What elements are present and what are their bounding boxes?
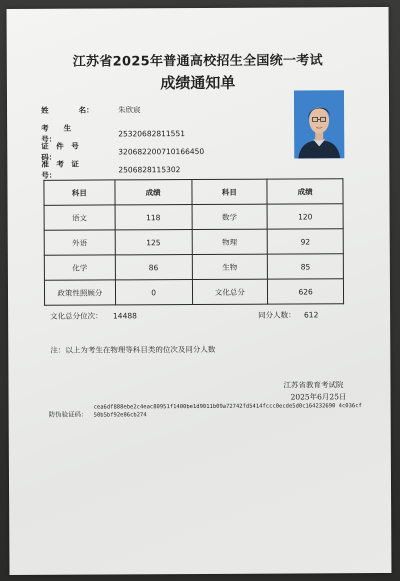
name-value: 朱欣宸 — [118, 105, 141, 115]
rank-value: 14488 — [112, 311, 137, 321]
portrait-image — [294, 90, 344, 158]
header-subject-1: 科目 — [44, 180, 115, 205]
verify-label: 防伪验证码： — [48, 410, 88, 419]
note-text: 注：以上为考生在物理等科目类的位次及同分人数 — [50, 344, 216, 355]
score-cell: 118 — [115, 205, 192, 230]
header-score-1: 成绩 — [115, 180, 192, 205]
score-cell: 85 — [268, 254, 344, 279]
same-score-line — [258, 309, 318, 320]
name-label: 姓 名： — [41, 105, 94, 115]
table-row — [44, 229, 343, 256]
subject-cell: 文化总分 — [192, 279, 268, 304]
issuer-org: 江苏省教育考试院 — [283, 380, 344, 390]
score-cell: 125 — [115, 230, 192, 255]
subject-cell: 语文 — [44, 205, 115, 230]
same-score-label: 同分人数： — [258, 310, 296, 320]
subject-cell: 物理 — [192, 229, 268, 254]
score-table — [43, 178, 344, 306]
rank-line — [50, 310, 137, 321]
score-notice-paper — [7, 7, 392, 575]
score-cell: 92 — [267, 229, 343, 254]
name-row — [41, 104, 141, 116]
id-value: 320682200710166450 — [118, 146, 205, 156]
table-row — [44, 279, 343, 306]
exam-no-value: 25320682811551 — [118, 128, 186, 138]
admit-value: 2506828115302 — [118, 164, 181, 174]
student-portrait — [294, 90, 344, 158]
score-cell: 120 — [267, 204, 343, 229]
table-row — [44, 204, 343, 231]
document-subtitle: 成绩通知单 — [160, 73, 236, 93]
subject-cell: 外语 — [44, 230, 115, 255]
verify-code: cea6df888ebe2c4eac80951f1400be1d9011b09a72742fd5414fccc0ecde5d0c164232690 4c036cf50b5bf92e86cb274 — [93, 403, 362, 419]
issue-date: 2025年6月25日 — [290, 392, 347, 402]
header-subject-2: 科目 — [191, 179, 267, 204]
exam-no-label: 考 生 号： — [41, 123, 87, 144]
score-cell: 86 — [115, 255, 192, 280]
header-score-2: 成绩 — [267, 179, 343, 204]
table-row — [44, 254, 343, 281]
table-header-row — [44, 179, 343, 206]
same-score-value: 612 — [303, 310, 319, 320]
id-label: 证 件 号 码： — [41, 141, 87, 162]
subject-cell: 数学 — [192, 204, 268, 229]
subject-cell: 化学 — [44, 255, 115, 280]
subject-cell: 政策性照顾分 — [44, 280, 115, 305]
admit-row — [41, 158, 180, 181]
document-title: 江苏省2025年普通高校招生全国统一考试 — [72, 53, 323, 70]
subject-cell: 生物 — [192, 254, 268, 279]
rank-label: 文化总分位次： — [50, 311, 103, 321]
admit-label: 准 考 证 号： — [41, 159, 87, 180]
score-cell: 0 — [115, 280, 192, 305]
score-cell: 626 — [268, 279, 344, 304]
